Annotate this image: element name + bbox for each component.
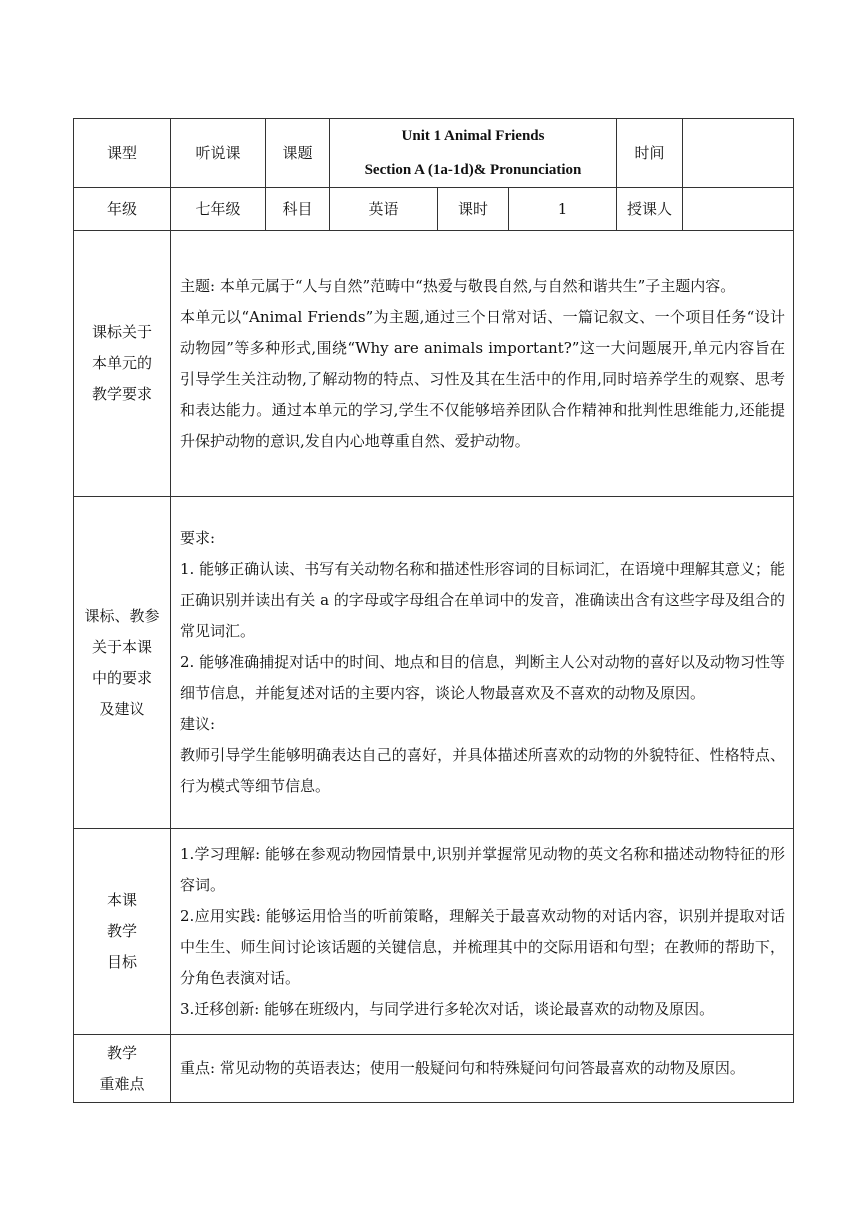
type-label: 课型: [74, 119, 171, 188]
subject-label: 科目: [266, 188, 330, 231]
requirements-label-line: 课标、教参: [84, 606, 160, 625]
requirements-paragraph: 2. 能够准确捕捉对话中的时间、地点和目的信息，判断主人公对动物的喜好以及动物习性等细节信息，并能复述对话的主要内容，谈论人物最喜欢及不喜欢的动物及原因。: [180, 653, 785, 702]
objectives-content: [171, 829, 794, 1035]
keypoints-row: [74, 1035, 794, 1103]
keypoints-label-line: 教学: [106, 1043, 137, 1062]
grade-label: 年级: [74, 188, 171, 231]
objectives-paragraph: 1.学习理解: 能够在参观动物园情景中,识别并掌握常见动物的英文名称和描述动物特征的形容词。: [180, 844, 785, 894]
objectives-paragraph: 2.应用实践: 能够运用恰当的听前策略，理解关于最喜欢动物的对话内容，识别并提取对话中生生、师生间讨论该话题的关键信息，并梳理其中的交际用语和句型；在教师的帮助下，分角色表演对话。: [180, 906, 785, 987]
keypoints-paragraph: 重点: 常见动物的英语表达；使用一般疑问句和特殊疑问句问答最喜欢的动物及原因。: [180, 1059, 745, 1077]
objectives-paragraph: 3.迁移创新: 能够在班级内，与同学进行多轮次对话，谈论最喜欢的动物及原因。: [180, 999, 715, 1018]
objectives-label-line: 目标: [106, 953, 137, 971]
requirements-row: [74, 497, 794, 829]
subject-value: 英语: [330, 188, 438, 231]
topic-line-2: Section A (1a-1d)& Pronunciation: [364, 162, 582, 178]
standards-label-line: 本单元的: [91, 354, 152, 372]
header-row-1: [74, 119, 794, 188]
standards-paragraph: 主题: 本单元属于“人与自然”范畴中“热爱与敬畏自然,与自然和谐共生”子主题内容。: [180, 276, 736, 295]
requirements-paragraph: 要求:: [180, 529, 216, 547]
keypoints-label: [74, 1035, 171, 1103]
keypoints-content: [171, 1035, 794, 1103]
topic-value: [330, 119, 617, 188]
standards-label-line: 课标关于: [91, 323, 152, 341]
header-row-2: [74, 188, 794, 231]
requirements-label-line: 中的要求: [91, 668, 152, 687]
teacher-value: [683, 188, 794, 231]
standards-label-line: 教学要求: [91, 385, 152, 403]
lesson-plan-table: [73, 118, 794, 1103]
period-label: 课时: [438, 188, 509, 231]
grade-value: 七年级: [171, 188, 266, 231]
objectives-label: [74, 829, 171, 1035]
topic-label: 课题: [266, 119, 330, 188]
type-value: 听说课: [171, 119, 266, 188]
requirements-paragraph: 建议:: [180, 715, 216, 733]
requirements-content: [171, 497, 794, 829]
topic-line-1: Unit 1 Animal Friends: [401, 128, 545, 144]
standards-row: [74, 231, 794, 497]
requirements-label: [74, 497, 171, 829]
keypoints-label-line: 重难点: [99, 1074, 145, 1093]
teacher-label: 授课人: [617, 188, 683, 231]
objectives-label-line: 教学: [106, 922, 137, 940]
objectives-row: [74, 829, 794, 1035]
requirements-paragraph: 教师引导学生能够明确表达自己的喜好，并具体描述所喜欢的动物的外貌特征、性格特点、行为模式等细节信息。: [180, 746, 785, 795]
standards-content: [171, 231, 794, 497]
standards-label: [74, 231, 171, 497]
requirements-label-line: 及建议: [99, 699, 145, 718]
time-value: [683, 119, 794, 188]
time-label: 时间: [617, 119, 683, 188]
objectives-label-line: 本课: [106, 891, 137, 909]
standards-paragraph: 本单元以“Animal Friends”为主题,通过三个日常对话、一篇记叙文、一个项目任务“设计动物园”等多种形式,围绕“Why are animals important?”这一大问题展开,单元内容旨在引导学生关注动物,了解动物的特点、习性及其在生活中的作用,同时培养学生的观察、思考和表达能力。通过本单元的学习,学生不仅能够培养团队合作精神和批判性思维能力,还能提升保护动物的意识,发自内心地尊重自然、爱护动物。: [180, 307, 785, 450]
requirements-label-line: 关于本课: [91, 637, 152, 656]
requirements-paragraph: 1. 能够正确认读、书写有关动物名称和描述性形容词的目标词汇，在语境中理解其意义；能正确识别并读出有关 a 的字母或字母组合在单词中的发音，准确读出含有这些字母及组合的常见词汇。: [180, 560, 785, 640]
period-value: 1: [509, 188, 617, 231]
